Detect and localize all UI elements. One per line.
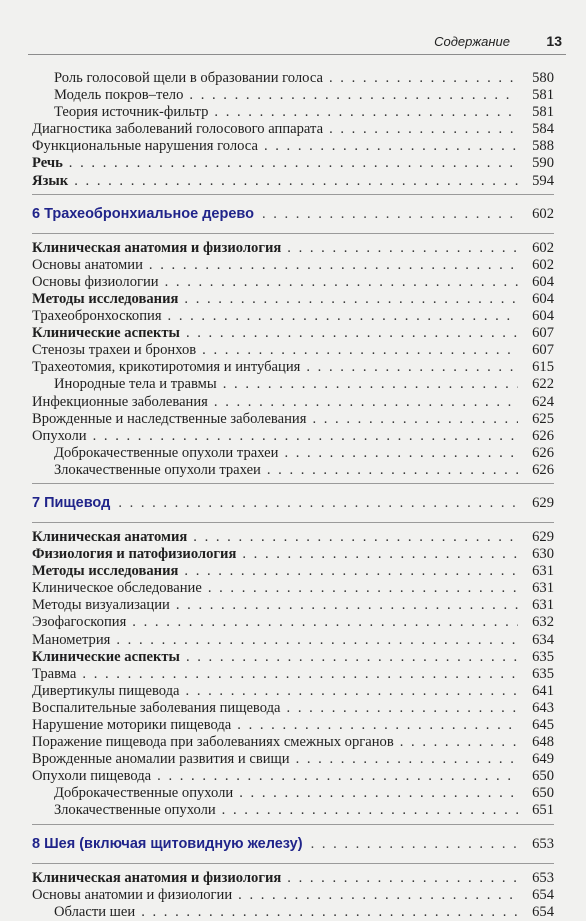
toc-entry-title: Злокачественные опухоли трахеи [54,461,261,478]
toc-page-number: 630 [532,546,554,563]
toc-page-number: 634 [532,631,554,648]
dot-leader [400,734,518,751]
toc-entry [32,411,554,428]
dot-leader [214,104,518,121]
toc-page-number: 580 [532,70,554,86]
toc-entry [32,445,554,462]
toc-entry [32,359,554,376]
toc-entry-title: Модель покров–тело [54,87,184,104]
toc-entry [32,563,554,580]
toc-page-number: 649 [532,751,554,768]
toc-page-number: 604 [532,273,554,290]
toc-entry-title: Основы анатомии и физиологии [32,886,233,903]
toc-entry-title: Инородные тела и травмы [54,376,217,393]
toc-entry [32,342,554,359]
toc-page-number: 607 [532,325,554,342]
toc-entry [32,291,554,308]
chapter-number: 7 [32,494,41,511]
toc-entry-title: Основы анатомии [32,256,143,273]
dot-leader [184,563,518,580]
toc-page-number: 622 [532,376,554,393]
toc-entry [32,734,554,751]
toc-page-number: 581 [532,87,554,104]
toc-entry-title: Поражение пищевода при заболеваниях смежных органов [32,734,394,751]
toc-entry [32,614,554,631]
toc-page-number: 650 [532,768,554,785]
toc-entry-title: Трахеобронхоскопия [32,308,162,325]
toc-entry-title: Клиническое обследование [32,580,202,597]
toc-page-number: 641 [532,682,554,699]
toc-entry [32,274,554,291]
dot-leader [186,649,518,666]
toc-entry-title: Инфекционные заболевания [32,393,208,410]
dot-leader [93,428,518,445]
dot-leader [262,195,518,233]
toc-page-number: 651 [532,802,554,819]
toc-entry [32,394,554,411]
toc-page-number: 604 [532,308,554,325]
dot-leader [149,257,518,274]
toc-entry [32,580,554,597]
toc-page-number: 584 [532,121,554,138]
chapter-title [32,825,303,863]
toc-entry [32,802,554,819]
dot-leader [202,342,518,359]
toc-entry [32,104,554,121]
dot-leader [186,325,518,342]
toc-entry [32,597,554,614]
dot-leader [222,802,518,819]
dot-leader [69,155,518,172]
dot-leader [312,411,518,428]
toc-entry [32,155,554,172]
toc-page-number: 602 [532,239,554,256]
toc-entry-title: Трахеотомия, крикотиротомия и интубация [32,359,301,376]
toc-page-number: 645 [532,717,554,733]
running-header-section: Содержание [434,34,510,49]
toc-page-number: 631 [532,563,554,580]
dot-leader [311,825,518,863]
toc-entry [32,308,554,325]
toc-entry [32,870,554,887]
dot-leader [239,785,518,802]
toc-page-number: 594 [532,172,554,189]
chapter-number: 8 [32,835,41,852]
toc-entry-title: Клинические аспекты [32,648,180,665]
toc-chapter-heading [32,483,554,523]
toc-entry [32,325,554,342]
toc-entry [32,376,554,393]
toc-page-number: 588 [532,138,554,155]
dot-leader [284,445,518,462]
dot-leader [132,614,518,631]
toc-page-number: 632 [532,614,554,631]
toc-page-number: 590 [532,155,554,172]
dot-leader [264,138,518,155]
toc-chapter-heading [32,824,554,864]
toc-entry-title: Эзофагоскопия [32,614,127,631]
toc-entry-title: Травма [32,665,77,682]
chapter-title [32,484,110,522]
toc-entry-title: Манометрия [32,631,111,648]
dot-leader [193,529,518,546]
toc-page-number: 581 [532,104,554,121]
toc-entry-title: Нарушение моторики пищевода [32,717,232,733]
chapter-name: Трахеобронхиальное дерево [44,205,255,222]
dot-leader [329,121,518,138]
dot-leader [242,546,518,563]
table-of-contents [32,70,554,921]
toc-page-number: 629 [532,494,554,511]
dot-leader [141,904,518,921]
toc-entry [32,173,554,190]
toc-entry-title: Теория источник-фильтр [54,104,209,121]
dot-leader [287,700,518,717]
dot-leader [267,462,518,479]
toc-entry-title: Доброкачественные опухоли [54,785,234,802]
toc-entry-title: Врожденные аномалии развития и свищи [32,751,290,768]
toc-entry-title: Доброкачественные опухоли трахеи [54,444,279,461]
toc-page-number: 650 [532,785,554,802]
toc-page-number: 635 [532,648,554,665]
toc-page-number: 631 [532,580,554,597]
toc-entry-title: Роль голосовой щели в образовании голоса [54,70,323,86]
toc-entry [32,70,554,87]
dot-leader [296,751,518,768]
dot-leader [118,484,518,522]
toc-entry-title: Опухоли [32,427,87,444]
toc-page-number: 602 [532,256,554,273]
dot-leader [238,887,518,904]
toc-page-number: 602 [532,205,554,222]
dot-leader [157,768,518,785]
toc-entry [32,121,554,138]
toc-entry-title: Функциональные нарушения голоса [32,138,258,155]
toc-entry [32,649,554,666]
toc-page-number: 631 [532,597,554,614]
toc-entry [32,717,554,734]
toc-chapter-heading [32,194,554,234]
toc-entry [32,666,554,683]
toc-page-number: 607 [532,342,554,359]
toc-page-number: 654 [532,903,554,920]
toc-entry-title: Клиническая анатомия [32,528,188,545]
dot-leader [223,376,518,393]
toc-entry-title: Методы визуализации [32,597,170,614]
toc-page-number: 625 [532,410,554,427]
toc-entry-title: Стенозы трахеи и бронхов [32,342,197,359]
dot-leader [184,291,518,308]
toc-entry [32,138,554,155]
toc-entry [32,700,554,717]
toc-entry-title: Злокачественные опухоли [54,802,216,819]
toc-page-number: 653 [532,835,554,852]
toc-entry-title: Области шеи [54,903,136,920]
toc-page-number: 629 [532,528,554,545]
dot-leader [287,240,518,257]
toc-page-number: 654 [532,886,554,903]
toc-entry-title: Дивертикулы пищевода [32,682,180,699]
toc-entry-title: Клиническая анатомия и физиология [32,239,282,256]
toc-entry [32,785,554,802]
toc-entry [32,87,554,104]
toc-entry [32,546,554,563]
dot-leader [287,870,518,887]
toc-page-number: 626 [532,461,554,478]
toc-page-number: 624 [532,393,554,410]
toc-entry-title: Язык [32,172,69,189]
page-number: 13 [546,33,562,49]
chapter-name: Пищевод [44,494,111,511]
toc-entry [32,683,554,700]
dot-leader [189,87,518,104]
chapter-number: 6 [32,205,41,222]
dot-leader [208,580,518,597]
toc-page-number: 648 [532,734,554,751]
toc-entry-title: Речь [32,155,63,172]
toc-entry [32,751,554,768]
chapter-title [32,195,254,233]
dot-leader [176,597,518,614]
toc-page-number: 653 [532,869,554,886]
dot-leader [74,173,518,190]
toc-page-number: 643 [532,699,554,716]
toc-entry-title: Основы физиологии [32,273,159,290]
toc-entry [32,462,554,479]
toc-entry-title: Опухоли пищевода [32,768,152,785]
toc-entry-title: Клинические аспекты [32,325,180,342]
toc-page-number: 615 [532,359,554,376]
toc-entry-title: Врожденные и наследственные заболевания [32,410,307,427]
toc-entry [32,529,554,546]
toc-entry [32,904,554,921]
toc-entry-title: Методы исследования [32,563,179,580]
toc-entry [32,768,554,785]
running-header [28,28,566,55]
toc-entry [32,428,554,445]
dot-leader [168,308,518,325]
toc-entry-title: Методы исследования [32,290,179,307]
dot-leader [82,666,518,683]
toc-entry [32,887,554,904]
toc-entry-title: Физиология и патофизиология [32,546,237,563]
toc-entry-title: Диагностика заболеваний голосового аппарата [32,121,324,138]
toc-entry [32,632,554,649]
toc-page-number: 635 [532,665,554,682]
dot-leader [165,274,518,291]
toc-entry [32,240,554,257]
toc-entry-title: Клиническая анатомия и физиология [32,869,282,886]
toc-entry-title: Воспалительные заболевания пищевода [32,699,281,716]
toc-page-number: 626 [532,444,554,461]
dot-leader [329,70,518,87]
dot-leader [116,632,518,649]
dot-leader [186,683,518,700]
toc-entry [32,257,554,274]
dot-leader [237,717,518,734]
dot-leader [214,394,518,411]
toc-page-number: 604 [532,290,554,307]
dot-leader [306,359,518,376]
chapter-name: Шея (включая щитовидную железу) [44,835,303,852]
toc-page-number: 626 [532,427,554,444]
